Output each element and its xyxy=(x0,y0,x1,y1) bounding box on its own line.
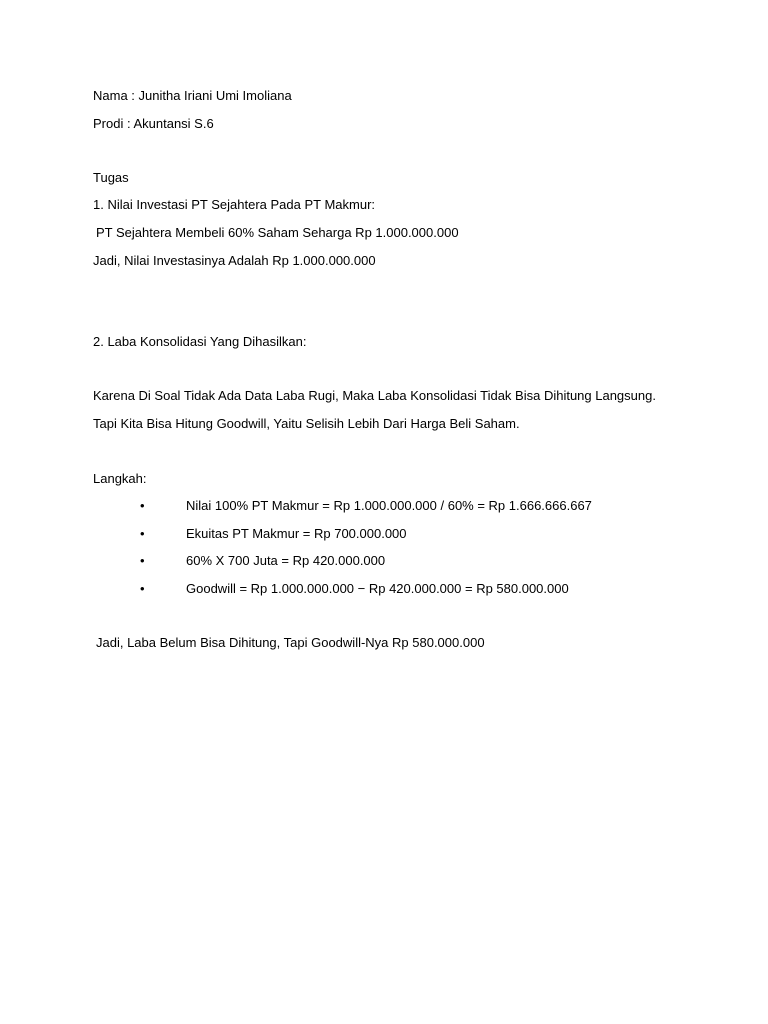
bullet-icon: • xyxy=(140,553,145,568)
task-title: Tugas xyxy=(93,170,129,185)
list-item-text: Ekuitas PT Makmur = Rp 700.000.000 xyxy=(186,526,407,541)
question-2-paragraph-1: Karena Di Soal Tidak Ada Data Laba Rugi, Maka Laba Konsolidasi Tidak Bisa Dihitung Langsung. xyxy=(93,388,656,403)
conclusion: Jadi, Laba Belum Bisa Dihitung, Tapi Goodwill-Nya Rp 580.000.000 xyxy=(96,635,485,650)
list-item-text: 60% X 700 Juta = Rp 420.000.000 xyxy=(186,553,386,568)
question-1-line-1: PT Sejahtera Membeli 60% Saham Seharga Rp 1.000.000.000 xyxy=(96,225,459,240)
question-1-heading: 1. Nilai Investasi PT Sejahtera Pada PT Makmur: xyxy=(93,197,376,212)
bullet-icon: • xyxy=(140,581,145,596)
question-1-line-2: Jadi, Nilai Investasinya Adalah Rp 1.000.000.000 xyxy=(93,253,376,268)
bullet-icon: • xyxy=(140,498,145,513)
study-program: Prodi : Akuntansi S.6 xyxy=(93,116,214,131)
list-item-text: Nilai 100% PT Makmur = Rp 1.000.000.000 / 60% = Rp 1.666.666.667 xyxy=(186,498,592,513)
student-name: Nama : Junitha Iriani Umi Imoliana xyxy=(93,88,292,103)
question-2-heading: 2. Laba Konsolidasi Yang Dihasilkan: xyxy=(93,334,307,349)
bullet-icon: • xyxy=(140,526,145,541)
steps-label: Langkah: xyxy=(93,471,147,486)
question-2-paragraph-2: Tapi Kita Bisa Hitung Goodwill, Yaitu Selisih Lebih Dari Harga Beli Saham. xyxy=(93,416,520,431)
list-item-text: Goodwill = Rp 1.000.000.000 − Rp 420.000.000 = Rp 580.000.000 xyxy=(186,581,569,596)
